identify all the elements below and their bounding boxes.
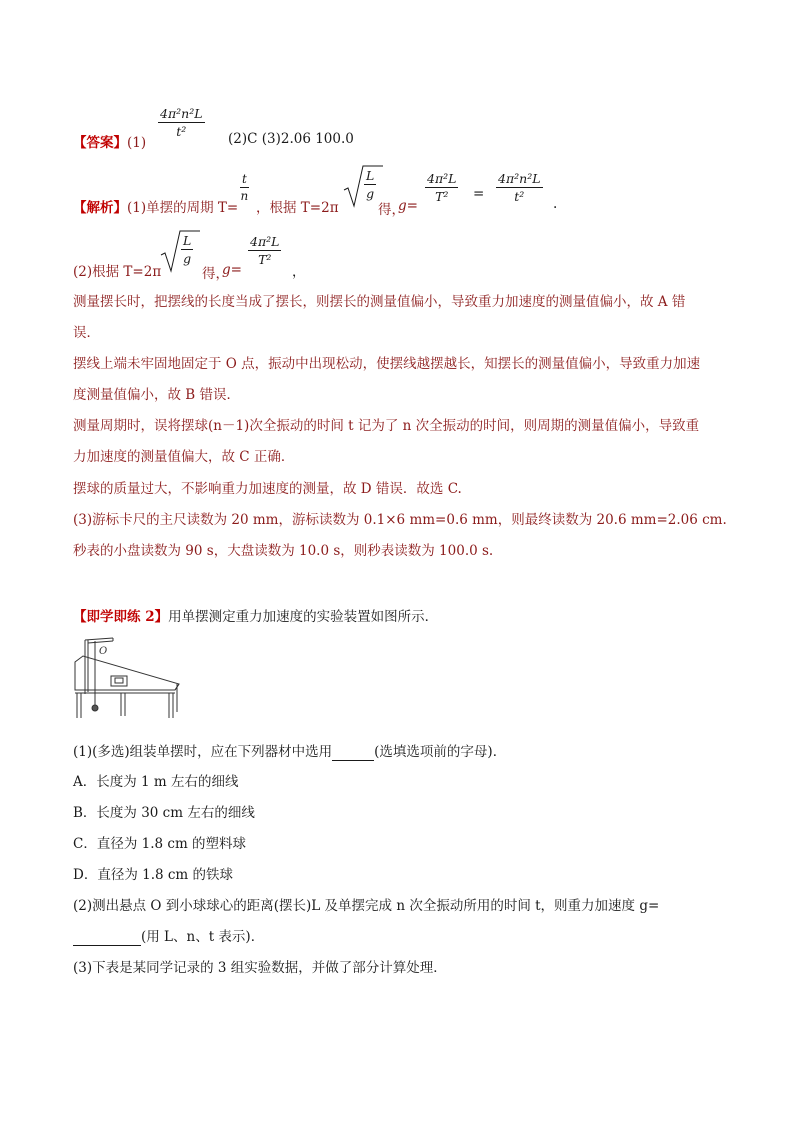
analysis-line-9: 秒表的小盘读数为 90 s，大盘读数为 10.0 s，则秒表读数为 100.0 s. bbox=[73, 543, 494, 559]
answer-fraction bbox=[158, 106, 205, 139]
part2-g-equals: g= bbox=[222, 262, 242, 278]
question-1 bbox=[73, 740, 506, 761]
period-denominator: n bbox=[240, 189, 249, 203]
analysis-line-8: (3)游标卡尺的主尺读数为 20 mm，游标读数为 0.1×6 mm=0.6 mm，则最终读数为 20.6 mm=2.06 cm. bbox=[73, 512, 727, 528]
sqrt-symbol bbox=[343, 164, 383, 210]
formula-fraction-2 bbox=[496, 171, 543, 204]
analysis-line-4: 度测量值偏小，故 B 错误． bbox=[73, 387, 241, 403]
analysis-line-7: 摆球的质量过大，不影响重力加速度的测量，故 D 错误．故选 C. bbox=[73, 481, 462, 497]
answer-line bbox=[73, 131, 146, 151]
answer-rest-text: (2)C (3)2.06 100.0 bbox=[228, 131, 354, 147]
part2-de: 得， bbox=[202, 266, 229, 282]
pendulum-apparatus-figure bbox=[73, 632, 185, 720]
sqrt-symbol-2 bbox=[160, 229, 200, 275]
analysis-part2: ，根据 T=2π bbox=[256, 200, 339, 216]
analysis-tag: 【解析】 bbox=[73, 200, 127, 216]
question-2: (2)测出悬点 O 到小球球心的距离(摆长)L 及单摆完成 n 次全振动所用的时间 t，则重力加速度 g= bbox=[73, 898, 660, 914]
sqrt-2-numerator: L bbox=[183, 233, 192, 248]
answer-blank-1[interactable] bbox=[332, 744, 374, 761]
period-numerator: t bbox=[242, 172, 247, 186]
practice-heading bbox=[73, 605, 438, 625]
answer-rest bbox=[228, 131, 354, 147]
analysis-de: 得， bbox=[378, 202, 405, 218]
formula-2-denominator: t² bbox=[514, 189, 525, 204]
formula-fraction-1 bbox=[425, 171, 458, 204]
answer-part1: (1) bbox=[127, 135, 147, 151]
question-2-line-2 bbox=[73, 925, 264, 946]
analysis-line-3: 摆线上端未牢固地固定于 O 点，振动中出现松动，使摆线越摆越长，知摆长的测量值偏小，导致重力加速 bbox=[73, 356, 701, 372]
formula-1-numerator: 4π²L bbox=[427, 171, 457, 186]
analysis-line bbox=[73, 196, 238, 216]
pivot-label: O bbox=[99, 646, 108, 657]
question-1-end: (选填选项前的字母)． bbox=[374, 744, 507, 760]
formula-equals: = bbox=[473, 186, 485, 202]
part2-comma: ， bbox=[292, 264, 306, 280]
part2-line: (2)根据 T=2π bbox=[73, 264, 162, 280]
practice-tag: 【即学即练 2】 bbox=[73, 609, 169, 625]
question-2-end: (用 L、n、t 表示)． bbox=[141, 929, 265, 945]
option-b: B．长度为 30 cm 左右的细线 bbox=[73, 805, 255, 821]
formula-2-numerator: 4π²n²L bbox=[498, 171, 541, 186]
option-d: D．直径为 1.8 cm 的铁球 bbox=[73, 867, 234, 883]
formula-1-denominator: T² bbox=[435, 189, 449, 204]
question-1-text: (1)(多选)组装单摆时，应在下列器材中选用 bbox=[73, 744, 333, 760]
practice-intro: 用单摆测定重力加速度的实验装置如图所示． bbox=[168, 609, 439, 625]
answer-tag: 【答案】 bbox=[73, 135, 127, 151]
analysis-g-equals: g= bbox=[398, 198, 418, 214]
question-3: (3)下表是某同学记录的 3 组实验数据，并做了部分计算处理． bbox=[73, 960, 447, 976]
sqrt-numerator: L bbox=[366, 168, 375, 183]
sqrt-2-denominator: g bbox=[183, 251, 192, 266]
part2-numerator: 4π²L bbox=[250, 234, 280, 249]
sqrt-fraction-2 bbox=[181, 233, 193, 266]
analysis-line-1: 测量摆长时，把摆线的长度当成了摆长，则摆长的测量值偏小，导致重力加速度的测量值偏小，故 A 错 bbox=[73, 294, 686, 310]
part2-fraction bbox=[248, 234, 281, 267]
sqrt-fraction bbox=[364, 168, 376, 201]
analysis-line-2: 误． bbox=[73, 325, 100, 341]
answer-fraction-denominator: t² bbox=[176, 124, 187, 139]
option-c: C．直径为 1.8 cm 的塑料球 bbox=[73, 836, 247, 852]
period-fraction bbox=[240, 172, 249, 203]
sqrt-denominator: g bbox=[366, 186, 375, 201]
answer-blank-2[interactable] bbox=[73, 929, 141, 946]
part2-denominator: T² bbox=[258, 252, 272, 267]
analysis-line-5: 测量周期时，误将摆球(n－1)次全振动的时间 t 记为了 n 次全振动的时间，则周期的测量值偏小，导致重 bbox=[73, 418, 700, 434]
answer-fraction-numerator: 4π²n²L bbox=[160, 106, 203, 121]
analysis-part1: (1)单摆的周期 T= bbox=[127, 200, 239, 216]
analysis-line-6: 力加速度的测量值偏大，故 C 正确． bbox=[73, 449, 295, 465]
formula-period: . bbox=[553, 196, 558, 212]
option-a: A．长度为 1 m 左右的细线 bbox=[73, 774, 239, 790]
